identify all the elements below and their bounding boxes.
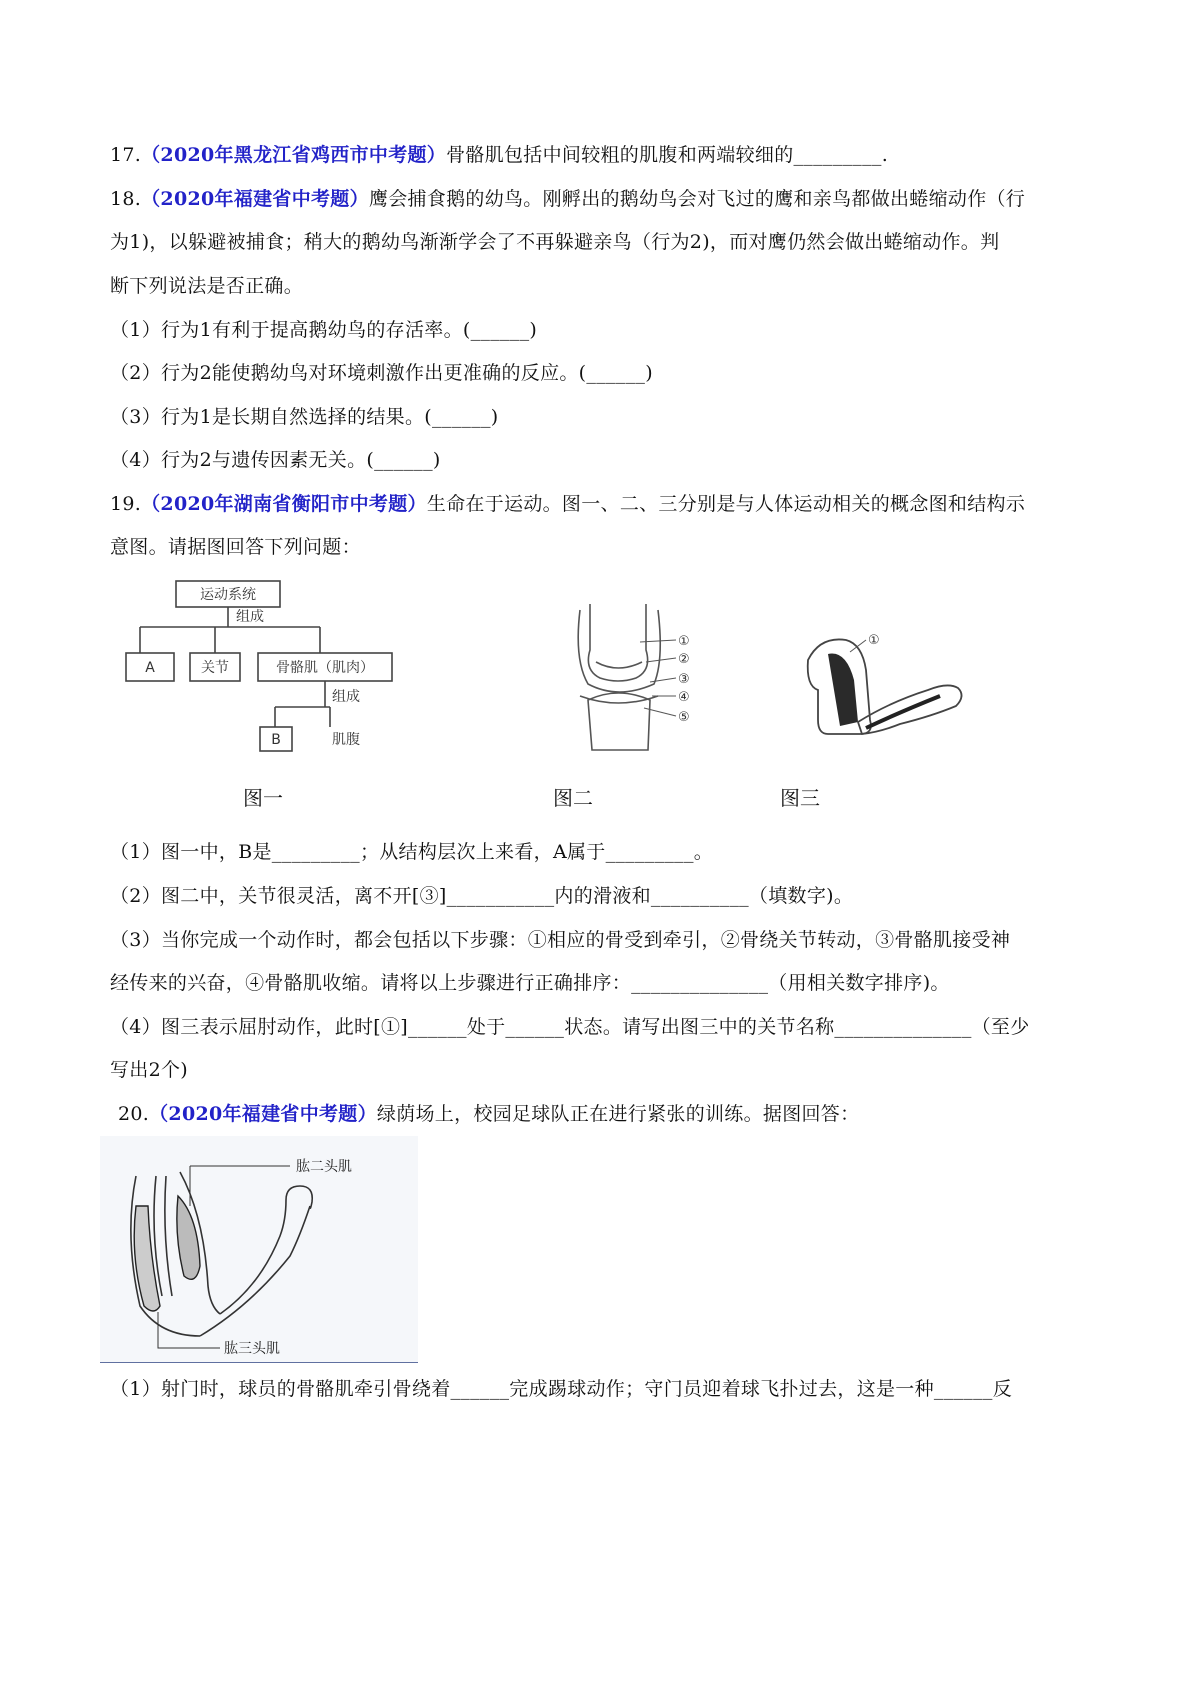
question-source: （2020年福建省中考题） — [141, 188, 369, 210]
biceps-muscle — [828, 654, 858, 726]
label-muscle: 骨骼肌（肌肉） — [276, 660, 374, 676]
sub-question: （1）射门时，球员的骨骼肌牵引骨绕着______完成踢球动作；守门员迎着球飞扑过去，这是一种______反 — [110, 1378, 1012, 1400]
biceps-muscle — [177, 1196, 200, 1279]
question-20 — [118, 1100, 1108, 1128]
label-biceps: 肱二头肌 — [296, 1159, 352, 1175]
sub-question: （2）行为2能使鹅幼鸟对环境刺激作出更准确的反应。(______) — [110, 362, 653, 384]
label-root: 运动系统 — [200, 587, 256, 603]
sub-question: 经传来的兴奋，④骨骼肌收缩。请将以上步骤进行正确排序：______________（用相关数字排序)。 — [110, 972, 950, 994]
question-18 — [110, 185, 1100, 213]
label-a: A — [145, 660, 155, 676]
label-4: ④ — [678, 690, 690, 705]
question-text-line: 意图。请据图回答下列问题： — [110, 536, 361, 558]
question-number: 19. — [110, 493, 142, 515]
question-source: （2020年福建省中考题） — [149, 1103, 377, 1125]
fist — [286, 1186, 312, 1208]
label-1: ① — [678, 634, 690, 649]
figure-caption: 图二 — [553, 786, 593, 810]
label-1: ① — [868, 633, 880, 648]
sub-question: （4）图三表示屈肘动作，此时[①]______处于______状态。请写出图三中的关节名称______________（至少 — [110, 1016, 1030, 1038]
question-source: （2020年黑龙江省鸡西市中考题） — [141, 144, 447, 166]
arm-muscles-figure — [100, 1136, 418, 1363]
figure-caption: 图三 — [780, 786, 820, 810]
concept-map-figure — [120, 575, 410, 765]
question-17 — [110, 141, 1100, 169]
question-text-line: 为1)，以躲避被捕食；稍大的鹅幼鸟渐渐学会了不再躲避亲鸟（行为2)，而对鹰仍然会做出蜷缩动作。判 — [110, 231, 1000, 253]
question-text: 绿荫场上，校园足球队正在进行紧张的训练。据图回答： — [376, 1103, 860, 1125]
question-text: 骨骼肌包括中间较粗的肌腹和两端较细的_________. — [446, 144, 889, 166]
sub-question: （2）图二中，关节很灵活，离不开[③]___________内的滑液和__________（填数字)。 — [110, 885, 854, 907]
arm-muscles-drawing — [100, 1136, 418, 1362]
figure-caption: 图一 — [243, 786, 283, 810]
label-2: ② — [678, 652, 690, 667]
joint-structure-figure — [560, 600, 710, 760]
label-belly: 肌腹 — [332, 732, 360, 748]
sub-question: （3）行为1是长期自然选择的结果。(______) — [110, 406, 499, 428]
question-text: 鹰会捕食鹅的幼鸟。刚孵出的鹅幼鸟会对飞过的鹰和亲鸟都做出蜷缩动作（行 — [368, 188, 1026, 210]
sub-question: （4）行为2与遗传因素无关。(______) — [110, 449, 441, 471]
question-source: （2020年湖南省衡阳市中考题） — [141, 493, 427, 515]
question-number: 17. — [110, 144, 142, 166]
question-number: 18. — [110, 188, 142, 210]
label-compose: 组成 — [236, 609, 264, 625]
upper-bone — [588, 604, 647, 681]
label-joint: 关节 — [201, 660, 229, 676]
label-triceps: 肱三头肌 — [224, 1341, 280, 1357]
cartilage — [596, 662, 642, 668]
label-b: B — [271, 732, 281, 748]
question-19 — [110, 490, 1100, 518]
label-3: ③ — [678, 672, 690, 687]
humerus-edge — [165, 1176, 172, 1296]
question-number: 20. — [118, 1103, 150, 1125]
question-text-line: 断下列说法是否正确。 — [110, 275, 304, 297]
sub-question: （1）行为1有利于提高鹅幼鸟的存活率。(______) — [110, 319, 538, 341]
label-compose: 组成 — [332, 689, 360, 705]
sub-question: （3）当你完成一个动作时，都会包括以下步骤：①相应的骨受到牵引，②骨绕关节转动，③骨骼肌接受神 — [110, 929, 1011, 951]
forearm-lower — [200, 1206, 310, 1336]
question-text: 生命在于运动。图一、二、三分别是与人体运动相关的概念图和结构示 — [426, 493, 1026, 515]
sub-question: 写出2个) — [110, 1059, 189, 1081]
sub-question: （1）图一中，B是_________；从结构层次上来看，A属于_________。 — [110, 841, 714, 863]
label-5: ⑤ — [678, 710, 690, 725]
arm-flexion-figure — [800, 630, 970, 750]
joint-cavity — [580, 696, 658, 703]
